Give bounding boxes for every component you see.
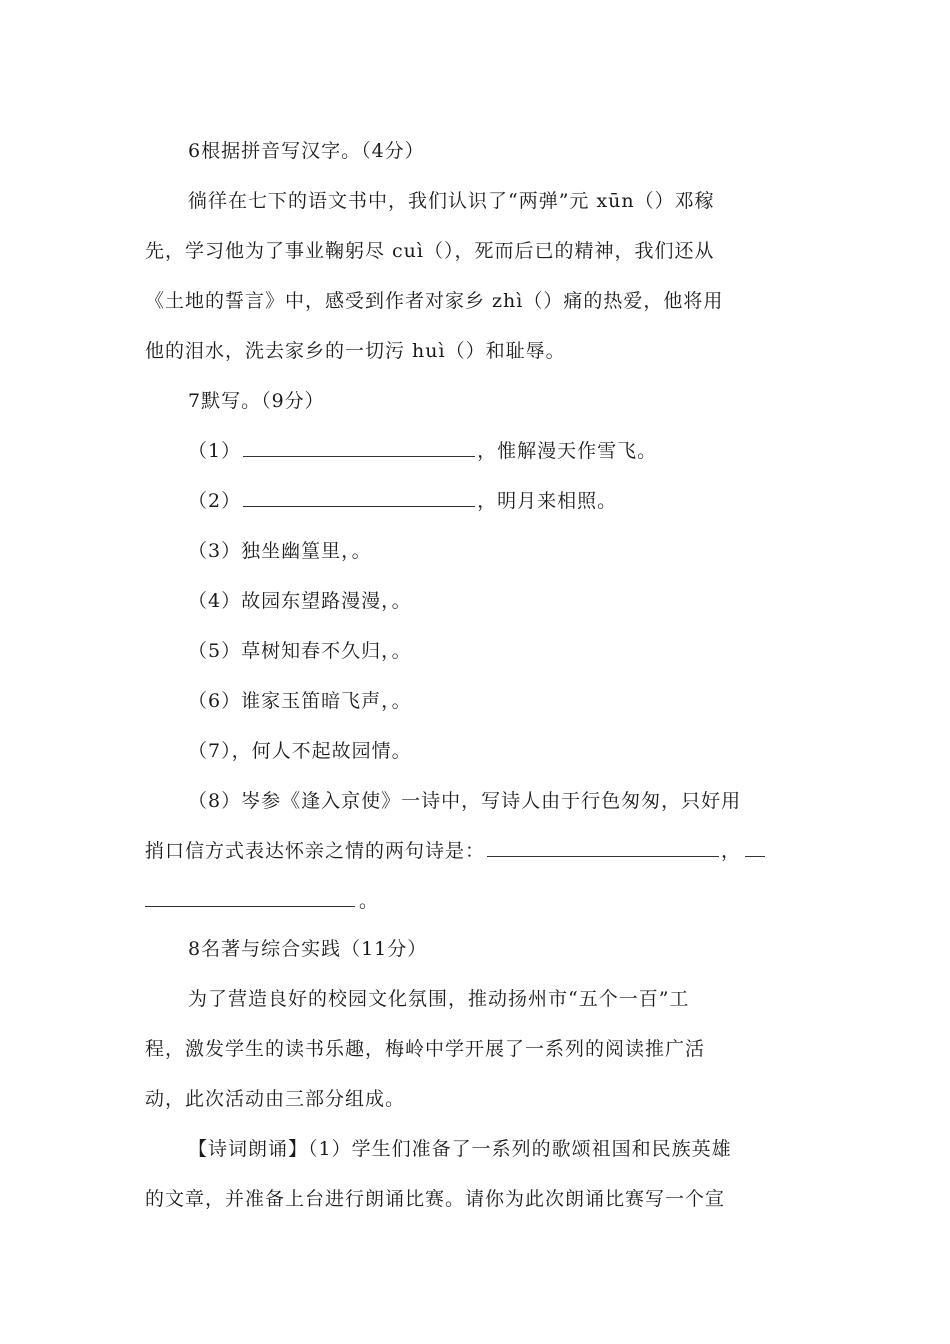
q8-para-line-2: 程，激发学生的读书乐趣，梅岭中学开展了一系列的阅读推广活 <box>145 1038 706 1060</box>
q7-item-2-text: ，明月来相照。 <box>477 490 618 512</box>
q7-item-1 <box>188 438 868 464</box>
q7-item-8-separator: ， <box>721 840 742 862</box>
q7-item-8-blank-1 <box>487 838 719 857</box>
q7-item-2-blank <box>243 488 475 507</box>
q7-item-3: （3）独坐幽篁里，。 <box>188 540 372 562</box>
q8-para-line-3: 动，此次活动由三部分组成。 <box>145 1088 406 1110</box>
q7-item-8-line-1: （8）岑参《逢入京使》一诗中，写诗人由于行色匆匆，只好用 <box>188 790 742 812</box>
q7-item-4: （4）故园东望路漫漫，。 <box>188 590 412 612</box>
q7-item-8-prompt: 捎口信方式表达怀亲之情的两句诗是： <box>145 840 486 862</box>
q7-item-8-blank-2-end <box>145 888 355 907</box>
q6-line-2: 先，学习他为了事业鞠躬尽 cuì（），死而后已的精神，我们还从 <box>145 240 715 262</box>
q7-item-8-line-3 <box>145 888 825 914</box>
q7-item-7: （7），何人不起故园情。 <box>188 740 412 762</box>
q8-heading: 8名著与综合实践（11分） <box>188 938 428 960</box>
q7-item-2 <box>188 488 868 514</box>
q6-line-4: 他的泪水，洗去家乡的一切污 huì（）和耻辱。 <box>145 340 566 362</box>
q7-item-1-text: ，惟解漫天作雪飞。 <box>477 440 658 462</box>
q7-item-8-blank-2-start <box>745 838 765 857</box>
q8-sub-line-1: 【诗词朗诵】（1）学生们准备了一系列的歌颂祖国和民族英雄 <box>188 1138 732 1160</box>
q7-heading: 7默写。（9分） <box>188 390 325 412</box>
q7-item-8-line-2 <box>145 838 825 864</box>
q7-item-2-number: （2） <box>188 490 242 512</box>
q7-item-6: （6）谁家玉笛暗飞声，。 <box>188 690 412 712</box>
q8-para-line-1: 为了营造良好的校园文化氛围，推动扬州市“五个一百”工 <box>188 988 690 1010</box>
q7-item-1-blank <box>243 438 475 457</box>
q7-item-1-number: （1） <box>188 440 242 462</box>
q6-line-1: 徜徉在七下的语文书中，我们认识了“两弹”元 xūn（）邓稼 <box>188 190 715 212</box>
q8-sub-line-2: 的文章，并准备上台进行朗诵比赛。请你为此次朗诵比赛写一个宣 <box>145 1188 726 1210</box>
q6-heading: 6根据拼音写汉字。（4分） <box>188 140 425 162</box>
q7-item-5: （5）草树知春不久归，。 <box>188 640 412 662</box>
q6-line-3: 《土地的誓言》中，感受到作者对家乡 zhì（）痛的热爱，他将用 <box>145 290 724 312</box>
q7-item-8-end: 。 <box>359 890 380 912</box>
